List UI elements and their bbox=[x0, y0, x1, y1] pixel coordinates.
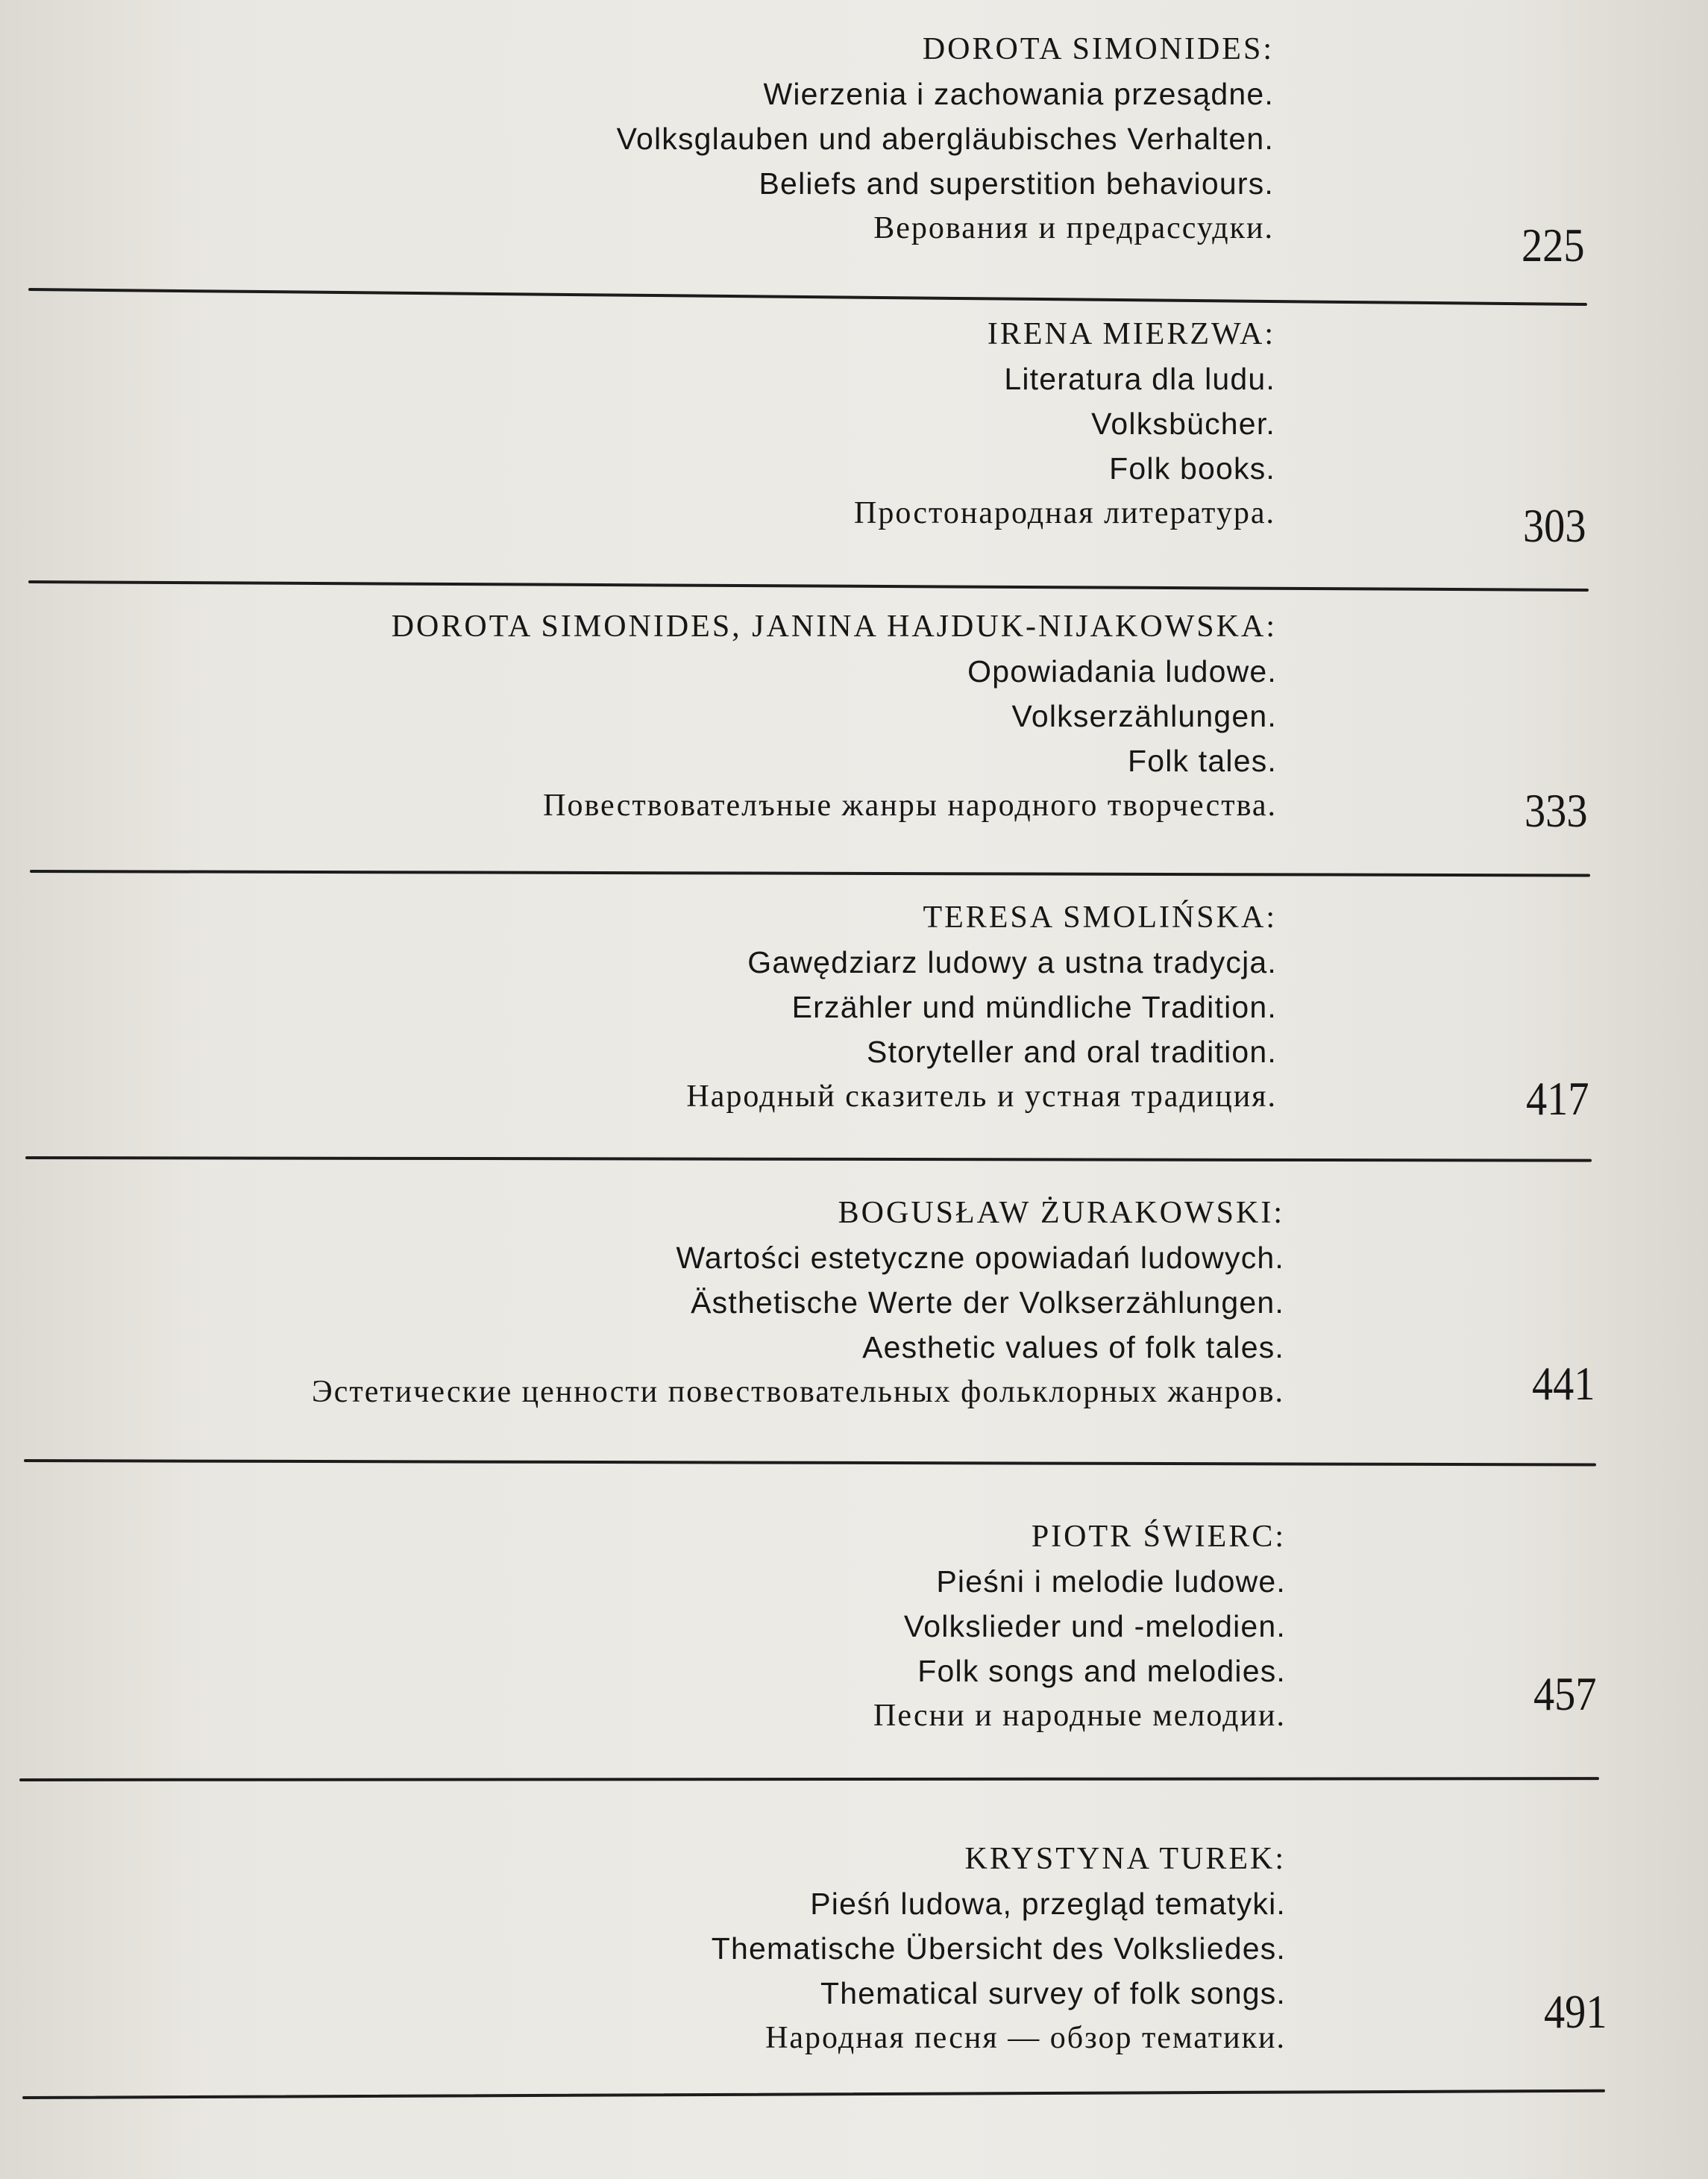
entry-author: PIOTR ŚWIERC: bbox=[1031, 1520, 1286, 1554]
entry-author: BOGUSŁAW ŻURAKOWSKI: bbox=[838, 1196, 1284, 1230]
entry-text-block bbox=[312, 1191, 1284, 1414]
entry-divider bbox=[30, 870, 1590, 877]
entry-divider bbox=[22, 2089, 1605, 2099]
entry-title-english: Storyteller and oral tradition. bbox=[867, 1035, 1277, 1069]
entry-divider bbox=[19, 1777, 1599, 1781]
entry-title-polish: Pieśni i melodie ludowe. bbox=[936, 1564, 1286, 1599]
entry-divider bbox=[28, 580, 1589, 592]
entry-title-german: Volkserzählungen. bbox=[1011, 699, 1277, 733]
entry-title-polish: Pieśń ludowa, przegląd tematyki. bbox=[810, 1887, 1286, 1921]
entry-text-block bbox=[617, 27, 1274, 251]
entry-title-english: Folk tales. bbox=[1127, 744, 1277, 778]
entry-text-block bbox=[712, 1837, 1286, 2060]
entry-author: IRENA MIERZWA: bbox=[987, 317, 1275, 351]
entry-title-russian: Повествователъные жанры народного творчества. bbox=[543, 788, 1277, 823]
entry-text-block bbox=[854, 312, 1275, 536]
entry-title-german: Thematische Übersicht des Volksliedes. bbox=[711, 1931, 1286, 1966]
entry-title-german: Volksbücher. bbox=[1091, 407, 1275, 441]
entry-page-number: 457 bbox=[1533, 1667, 1597, 1720]
entry-title-english: Folk songs and melodies. bbox=[917, 1654, 1286, 1688]
entry-page-number: 417 bbox=[1526, 1072, 1589, 1125]
entry-title-russian: Эстетические ценности повествовательных фольклорных жанров. bbox=[312, 1375, 1284, 1409]
entry-title-english: Thematical survey of folk songs. bbox=[820, 1976, 1286, 2010]
entry-title-polish: Opowiadania ludowe. bbox=[967, 654, 1277, 689]
entry-page-number: 441 bbox=[1532, 1357, 1595, 1410]
entry-title-polish: Wierzenia i zachowania przesądne. bbox=[763, 77, 1274, 111]
entry-title-russian: Народный сказитель и устная традиция. bbox=[686, 1079, 1277, 1114]
entry-title-polish: Wartości estetyczne opowiadań ludowych. bbox=[676, 1241, 1284, 1275]
entry-page-number: 333 bbox=[1525, 784, 1588, 837]
entry-author: KRYSTYNA TUREK: bbox=[964, 1842, 1286, 1876]
entry-author: DOROTA SIMONIDES, JANINA HAJDUK-NIJAKOWSKA: bbox=[391, 609, 1277, 644]
entry-title-russian: Народная песня — обзор тематики. bbox=[765, 2021, 1286, 2055]
entry-author: TERESA SMOLIŃSKA: bbox=[923, 900, 1277, 935]
entry-text-block bbox=[873, 1514, 1286, 1738]
entry-title-russian: Простонародная литература. bbox=[854, 496, 1275, 530]
entry-divider bbox=[25, 1156, 1592, 1162]
entry-author: DOROTA SIMONIDES: bbox=[922, 32, 1274, 66]
entry-divider bbox=[24, 1459, 1596, 1467]
entry-title-german: Volksglauben und abergläubisches Verhalten. bbox=[616, 122, 1274, 156]
entry-page-number: 303 bbox=[1523, 499, 1586, 552]
entry-title-polish: Gawędziarz ludowy a ustna tradycja. bbox=[747, 945, 1277, 979]
entry-title-russian: Песни и народные мелодии. bbox=[873, 1699, 1286, 1733]
entry-title-english: Aesthetic values of folk tales. bbox=[862, 1330, 1284, 1364]
entry-title-german: Ästhetische Werte der Volkserzählungen. bbox=[691, 1285, 1284, 1320]
entry-title-german: Volkslieder und -melodien. bbox=[903, 1609, 1286, 1643]
entry-text-block bbox=[686, 895, 1277, 1119]
entry-title-russian: Верования и предрассудки. bbox=[873, 211, 1274, 245]
entry-page-number: 491 bbox=[1544, 1985, 1607, 2038]
entry-title-german: Erzähler und mündliche Tradition. bbox=[791, 990, 1277, 1024]
entry-title-english: Folk books. bbox=[1109, 451, 1275, 486]
entry-page-number: 225 bbox=[1522, 219, 1585, 272]
entry-title-english: Beliefs and superstition behaviours. bbox=[759, 166, 1274, 201]
entry-divider bbox=[28, 288, 1587, 306]
entry-title-polish: Literatura dla ludu. bbox=[1004, 362, 1275, 396]
entry-text-block bbox=[392, 604, 1277, 828]
